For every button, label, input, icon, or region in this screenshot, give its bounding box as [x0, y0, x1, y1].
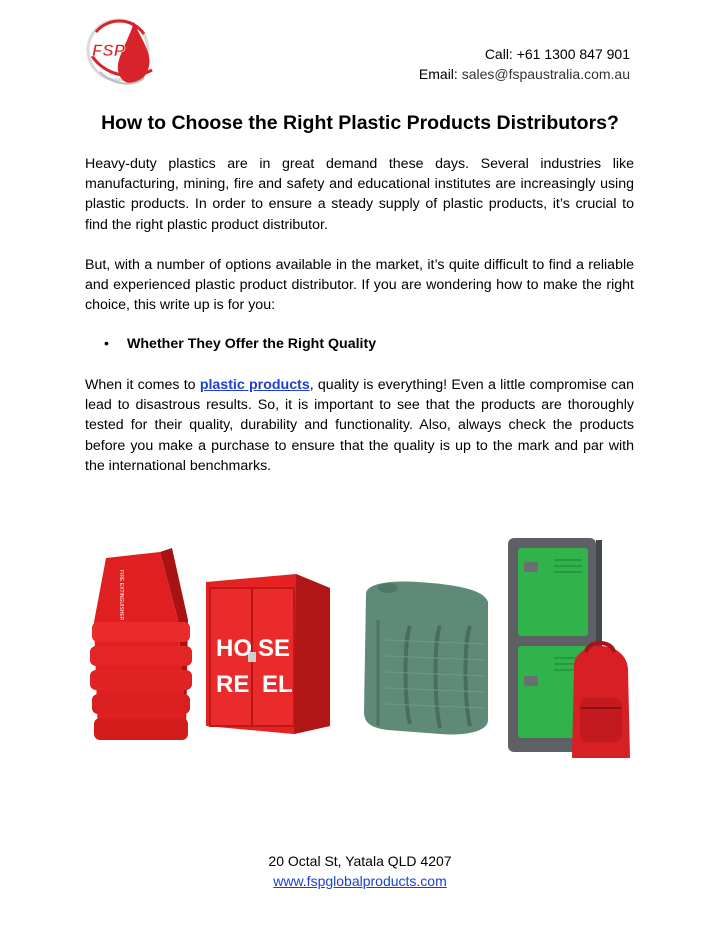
footer-address: 20 Octal St, Yatala QLD 4207 [268, 853, 452, 869]
call-value[interactable]: +61 1300 847 901 [516, 46, 630, 62]
cabinet-text-1: HO [216, 635, 252, 662]
water-tank [364, 582, 488, 735]
hose-reel-cabinet [206, 574, 330, 734]
cabinet-text-2: SE [258, 635, 291, 662]
call-line [419, 44, 630, 64]
paragraph-quality [85, 375, 634, 476]
paragraph-quality-end: , quality is everything! Even a little compromise can lead to disastrous results. So, it is important to see that the products are thoroughly tested for their quality, durability and functionality. Also, always check the products before you make a purchase to ensure that the quality is up to the mark and par with the international benchmarks. [85, 377, 634, 474]
paragraph-options: But, with a number of options available in the market, it’s quite difficult to find a reliable and experienced plastic product distributor. If you are wondering how to make the right choice, this write up is for you: [85, 257, 634, 314]
email-label: Email: [418, 66, 458, 82]
cabinet-text-3: RE [216, 671, 250, 698]
extinguisher-cover-text: FIRE EXTINGUISHER [118, 570, 124, 621]
products-image [88, 530, 648, 770]
bullet-symbol: • [104, 336, 109, 352]
paragraph-intro: Heavy-duty plastics are in great demand these days. Several industries like manufacturing, mining, fire and safety and educational institutes are increasingly using plastic products. In order to ensure a steady supply of plastic products, it’s crucial to find the right plastic product distributor. [85, 156, 634, 233]
fsp-logo [82, 12, 160, 94]
cabinet-text-4: EL [262, 671, 293, 698]
footer [0, 851, 720, 891]
bullet-item [104, 336, 376, 352]
article-title: How to Choose the Right Plastic Products Distributors? [101, 112, 619, 134]
paragraph-quality-start: When it comes to [85, 377, 200, 393]
footer-website-link[interactable]: www.fspglobalproducts.com [273, 873, 447, 889]
backpack [572, 643, 630, 758]
contact-block [419, 44, 630, 84]
extinguisher-cover [90, 548, 192, 740]
call-label: Call: [484, 46, 513, 62]
email-line [419, 64, 630, 84]
email-value[interactable]: sales@fspaustralia.com.au [461, 66, 630, 82]
logo-text: FSP [92, 41, 126, 60]
plastic-products-link[interactable]: plastic products [199, 377, 310, 393]
bullet-heading: Whether They Offer the Right Quality [127, 336, 377, 352]
